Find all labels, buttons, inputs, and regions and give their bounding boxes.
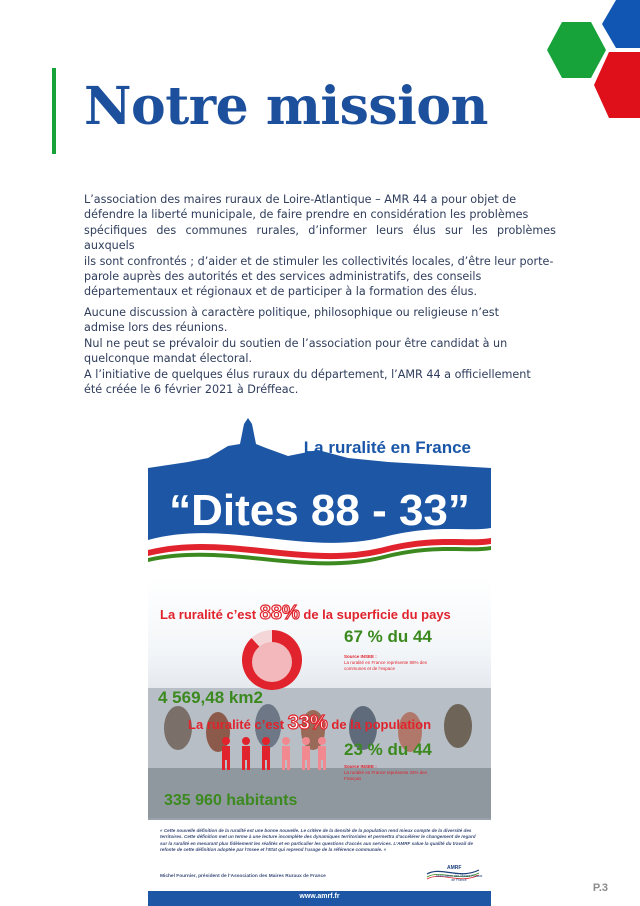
surface-prefix: La ruralité c’est [160,607,257,622]
people-icons [218,736,328,772]
paragraph-line: été créée le 6 février 2021 à Dréffeac. [84,383,299,397]
hexagon-red [594,52,640,118]
mission-paragraph-1 [84,192,556,300]
hexagon-decoration [530,0,640,125]
amrf-logo [423,860,483,886]
source-line: La ruralité en France représente 88% des [344,660,428,665]
mission-paragraph-2 [84,305,556,397]
title-accent-bar [52,68,56,154]
person-icon [222,737,230,770]
paragraph-line: admise lors des réunions. [84,321,228,335]
person-icon [282,737,290,770]
surface-value: 88% [259,602,300,624]
poster-slogan: “Dites 88 - 33” [169,486,470,535]
paragraph-line: Nul ne peut se prévaloir du soutien de l’association pour être candidat à un [84,336,508,350]
paragraph-line: quelconque mandat électoral. [84,352,253,366]
paragraph-line: L’association des maires ruraux de Loire-Atlantique – AMR 44 a pour objet de [84,193,517,206]
population-prefix: La ruralité c’est [188,717,285,732]
amrf-logo-text: AMRF [447,865,462,871]
source-line: Source INSEE : [344,764,377,769]
source-line: Source INSEE : [344,654,377,659]
person-icon [262,737,270,770]
pie-center [252,642,292,682]
surface-source [344,654,464,672]
paragraph-line: spécifiques des communes rurales, d’informer leurs élus sur les problèmes auxquels [84,223,556,253]
source-line: communes et de l’espace [344,666,396,671]
source-line: La ruralité en France représente 33% des [344,770,428,775]
hexagon-blue [602,0,640,48]
population-count: 335 960 habitants [164,792,298,809]
surface-headline [160,602,451,625]
poster-footer-url[interactable]: www.amrf.fr [299,893,340,900]
hexagon-green [547,22,606,78]
paragraph-line: ils sont confrontés ; d’aider et de stimuler les collectivités locales, d’être leur porte- [84,254,554,268]
population-suffix: de la population [331,717,432,732]
surface-pie-chart [240,628,304,692]
page-title: Notre mission [84,76,488,137]
poster-heading: La ruralité en France [303,438,471,457]
surface-suffix: de la superficie du pays [303,607,451,622]
surface-stat-44: 67 % du 44 [344,627,432,646]
person-icon [242,737,250,770]
paragraph-line: défendre la liberté municipale, de faire prendre en considération les problèmes [84,208,529,222]
paragraph-line: parole auprès des autorités et des services administratifs, des conseils [84,270,482,284]
amrf-logo-subtitle: Association des Maires Ruraux de France [435,874,483,882]
person-icon [318,737,326,770]
paragraph-line: départementaux et régionaux et de participer à la formation des élus. [84,285,478,299]
population-source [344,764,464,782]
rurality-poster [148,418,491,906]
president-quote: « Cette nouvelle définition de la ruralité est une bonne nouvelle. Le critère de la densité de la population rend mieux compte de la diversité des territoires. Cette définition met un terme à une lecture incomplète des dynamiques territoriales et permettra d’accélérer le changement de regard sur la ruralité en mesurant plus fidèlement les réalités et en particulier les questions d’accès aux services. L’AMRF salue la qualité du travail de refonte de cette définition adoptée par l’Insee et l’Etat qui reprend l’usage de la référence communale. » [160,828,476,852]
population-value: 33% [287,712,328,734]
area-value: 4 569,48 km2 [158,688,263,707]
population-stat-44: 23 % du 44 [344,740,432,759]
paragraph-line: A l’initiative de quelques élus ruraux du département, l’AMR 44 a officiellement [84,367,531,381]
page-number: P.3 [592,882,608,894]
quote-author: Michel Fournier, président de l’Association des Maires Ruraux de France [160,874,326,879]
paragraph-line: Aucune discussion à caractère politique, philosophique ou religieuse n’est [84,306,499,319]
population-headline [188,712,431,735]
source-line: Français [344,776,362,781]
person-icon [302,737,310,770]
